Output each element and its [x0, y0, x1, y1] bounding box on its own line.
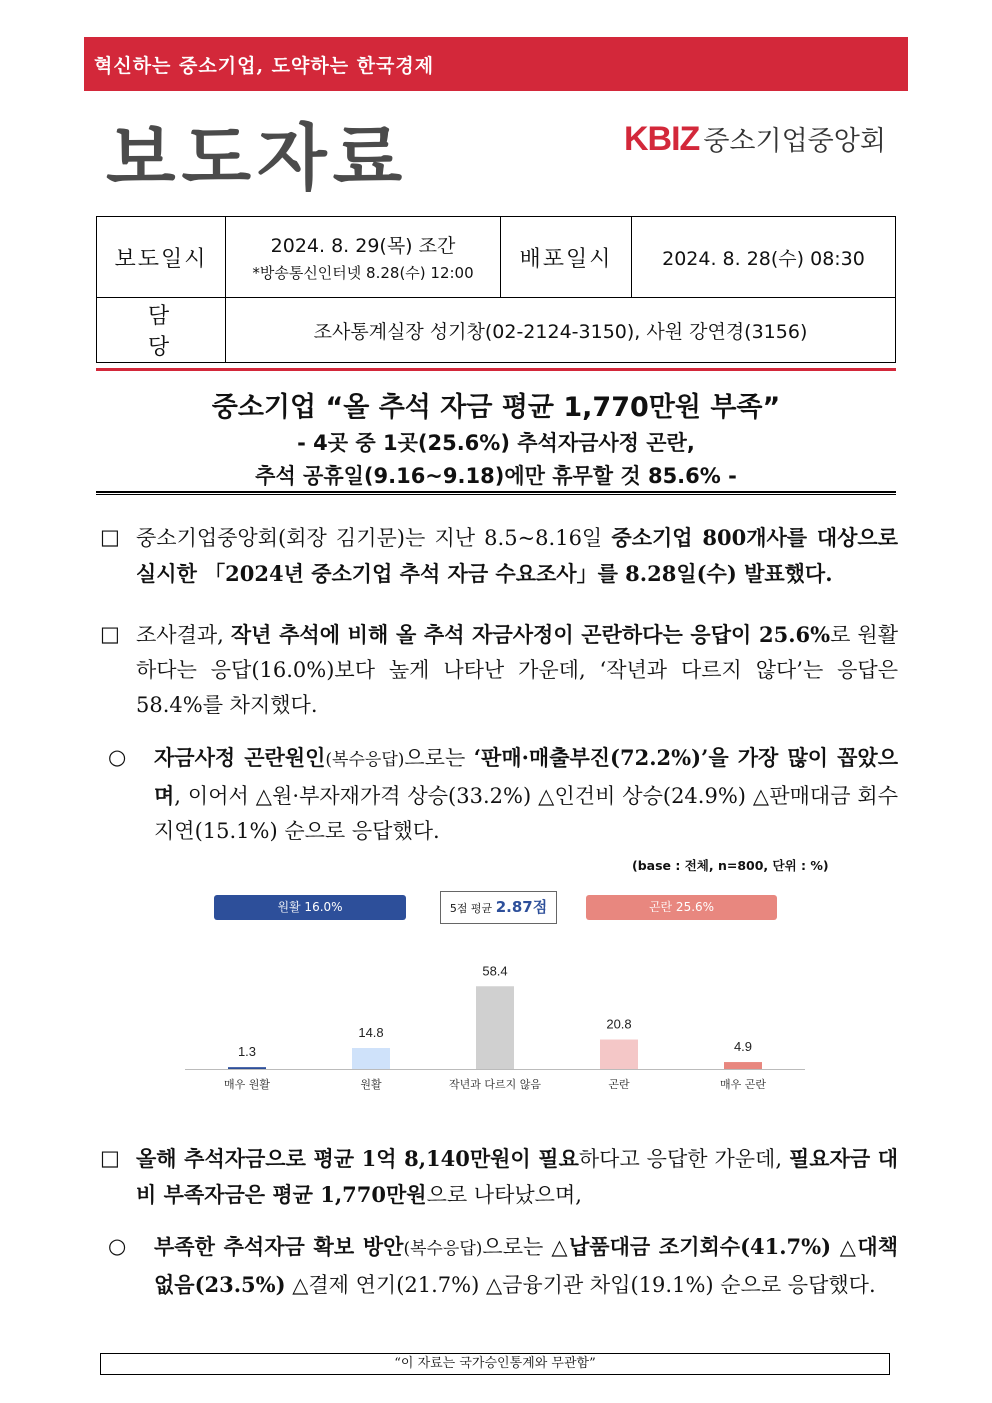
- bar-value-label: 4.9: [733, 1039, 753, 1055]
- p5-text-a: 부족한 추석자금 확보 방안: [154, 1234, 404, 1259]
- dist-value: 2024. 8. 28(수) 08:30: [632, 217, 896, 298]
- p3-text-a2: (복수응답): [325, 750, 405, 770]
- top-banner: [84, 37, 908, 91]
- p2-text-a: 조사결과,: [136, 623, 231, 647]
- bad-pill: 곤란 25.6%: [586, 895, 777, 920]
- contact-label: 담 당: [97, 298, 226, 363]
- category-label: 작년과 다르지 않음: [448, 1078, 542, 1091]
- footer-note: “이 자료는 국가승인통계와 무관함”: [100, 1353, 890, 1375]
- p4-text-a: 올해 추석자금으로 평균 1억 8,140만원이 필요: [136, 1146, 579, 1171]
- bar-value-label: 58.4: [482, 963, 508, 979]
- square-bullet: □: [100, 1146, 120, 1170]
- release-value: 2024. 8. 29(목) 조간: [270, 235, 456, 257]
- p5-text-a2: (복수응답): [403, 1239, 483, 1259]
- p3-text-b: ‘판매·매출부진(72.2%)’을 가장 많이 꼽았으며: [154, 745, 898, 808]
- square-bullet: □: [100, 525, 120, 549]
- circle-bullet: ○: [108, 1234, 127, 1258]
- category-label: 원활: [360, 1078, 382, 1091]
- red-divider: [96, 368, 896, 371]
- p1-text-b: 중소기업 800개사를 대상으로 실시한 「2024년 중소기업 추석 자금 수요조사」를 8.28일(수) 발표했다.: [136, 525, 898, 586]
- release-cell: [226, 217, 501, 298]
- subhead-2: 추석 공휴일(9.16~9.18)에만 휴무할 것 85.6% -: [255, 464, 737, 488]
- bar-value-label: 1.3: [237, 1044, 257, 1060]
- bar-value-label: 20.8: [606, 1016, 632, 1032]
- circle-bullet: ○: [108, 745, 127, 769]
- p5-text-b: △납품대금 조기회수(41.7%) △대책 없음(23.5%): [154, 1234, 898, 1297]
- kbiz-logo-org: 중소기업중앙회: [703, 126, 886, 157]
- double-divider: [96, 491, 896, 495]
- p4-text-b: 하다고 응답한 가운데,: [578, 1147, 789, 1171]
- p4-text-d: 으로 나타났으며,: [426, 1183, 582, 1207]
- release-label: 보도일시: [97, 217, 226, 298]
- p5-text-a3: 으로는: [482, 1235, 552, 1259]
- category-label: 매우 곤란: [719, 1078, 767, 1091]
- p5-text-c: △결제 연기(21.7%) △금융기관 차입(19.1%) 순으로 응답했다.: [285, 1273, 876, 1297]
- category-label: 매우 원활: [223, 1078, 271, 1091]
- p4-text-c: 필요자금 대비 부족자금은 평균 1,770만원: [136, 1146, 898, 1207]
- p2-text-b: 작년 추석에 비해 올 추석 자금사정이 곤란하다는 응답이 25.6%: [230, 622, 831, 647]
- release-info-table: [96, 216, 896, 363]
- bar-4: [600, 1040, 638, 1069]
- p3-text-a3: 으로는: [404, 746, 474, 770]
- average-value: 2.87점: [495, 898, 548, 916]
- bar-5: [724, 1062, 762, 1069]
- paragraph-2: [100, 617, 898, 723]
- paragraph-4: [100, 1141, 898, 1213]
- chart-base-note: (base : 전체, n=800, 단위 : %): [632, 858, 829, 873]
- paragraph-3: [108, 740, 898, 849]
- dist-label: 배포일시: [501, 217, 632, 298]
- bar-2: [352, 1048, 390, 1069]
- release-note: *방송통신인터넷 8.28(수) 12:00: [252, 264, 474, 282]
- square-bullet: □: [100, 622, 120, 646]
- banner-slogan: 혁신하는 중소기업, 도약하는 한국경제: [94, 55, 435, 77]
- p3-text-c: , 이어서 △원·부자재가격 상승(33.2%) △인건비 상승(24.9%) △판매대금 회수 지연(15.1%) 순으로 응답했다.: [154, 784, 898, 843]
- p1-text-a: 중소기업중앙회(회장 김기문)는 지난 8.5~8.16일: [136, 526, 612, 550]
- bar-chart: [180, 950, 810, 1100]
- bar-value-label: 14.8: [358, 1025, 384, 1041]
- contact-value: 조사통계실장 성기창(02-2124-3150), 사원 강연경(3156): [226, 298, 896, 363]
- kbiz-logo: [624, 119, 886, 159]
- category-label: 곤란: [608, 1078, 630, 1091]
- headline: 중소기업 “올 추석 자금 평균 1,770만원 부족”: [211, 392, 781, 423]
- p3-text-a: 자금사정 곤란원인: [154, 745, 326, 770]
- good-pill: 원활 16.0%: [214, 895, 406, 920]
- doc-type-title: 보도자료: [106, 116, 409, 200]
- average-label: 5점 평균: [449, 902, 493, 915]
- bar-3: [476, 986, 514, 1069]
- subhead-1: - 4곳 중 1곳(25.6%) 추석자금사정 곤란,: [297, 431, 695, 455]
- average-box: [440, 891, 557, 924]
- p2-text-c: 로 원활하다는 응답(16.0%)보다 높게 나타난 가운데, ‘작년과 다르지 않다’는 응답은 58.4%를 차지했다.: [136, 623, 898, 717]
- paragraph-1: [100, 520, 898, 592]
- kbiz-logo-mark: KBIZ: [624, 120, 700, 158]
- paragraph-5: [108, 1229, 898, 1303]
- bar-1: [228, 1067, 266, 1069]
